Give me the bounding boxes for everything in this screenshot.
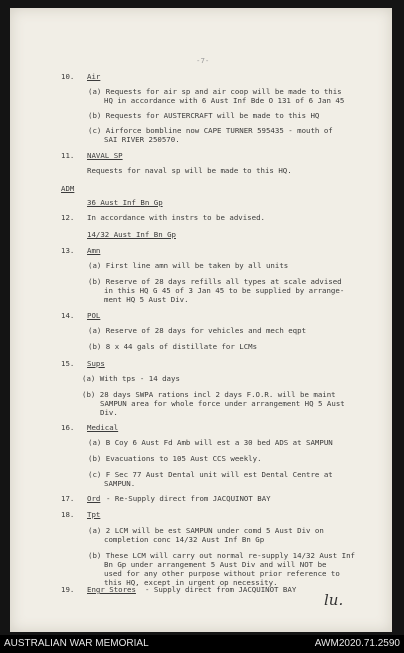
page-number: -7- <box>196 56 210 65</box>
paragraph-line: Bn Gp under arrangement 5 Aust Div and will NOT be <box>104 560 327 569</box>
section-heading: POL <box>87 311 101 320</box>
handwritten-initials: lu. <box>324 591 344 609</box>
section-number: 14. <box>61 311 75 320</box>
paragraph-line: (a) 2 LCM will be est SAMPUN under comd 5 Aust Div on <box>88 526 324 535</box>
section-heading: Tpt <box>87 510 101 519</box>
group-heading: 14/32 Aust Inf Bn Gp <box>87 230 176 239</box>
document-page <box>10 8 392 632</box>
section-number: 13. <box>61 246 75 255</box>
paragraph-line: - Supply direct from JACQUINOT BAY <box>145 585 297 594</box>
paragraph-line: (a) With tps - 14 days <box>82 374 180 383</box>
footer-institution: AUSTRALIAN WAR MEMORIAL <box>4 638 149 649</box>
paragraph-line: (c) F Sec 77 Aust Dental unit will est Dental Centre at <box>88 470 333 479</box>
paragraph-line: SAI RIVER 250570. <box>104 135 180 144</box>
paragraph-line: (a) Reserve of 28 days for vehicles and mech eqpt <box>88 326 307 335</box>
paragraph-line: this HQ, except in urgent op necessity. <box>104 578 278 587</box>
footer-reference: AWM2020.71.2590 <box>314 638 400 649</box>
section-heading: Air <box>87 72 101 81</box>
section-number: 10. <box>61 72 75 81</box>
paragraph-line: Div. <box>100 408 118 417</box>
section-heading: Sups <box>87 359 105 368</box>
paragraph-line: (b) 28 days SWPA rations incl 2 days F.O.R. will be maint <box>82 390 336 399</box>
section-heading: Amn <box>87 246 101 255</box>
paragraph-line: (b) 8 x 44 gals of distillate for LCMs <box>88 342 258 351</box>
section-number: 17. <box>61 494 75 503</box>
section-heading: NAVAL SP <box>87 151 123 160</box>
section-heading: Medical <box>87 423 119 432</box>
archive-footer <box>0 635 404 653</box>
paragraph-line: In accordance with instrs to be advised. <box>87 213 265 222</box>
paragraph-line: (b) Evacuations to 105 Aust CCS weekly. <box>88 454 262 463</box>
section-number: 11. <box>61 151 75 160</box>
paragraph-line: ment HQ 5 Aust Div. <box>104 295 189 304</box>
paragraph-line: completion conc 14/32 Aust Inf Bn Gp <box>104 535 265 544</box>
paragraph-line: (a) B Coy 6 Aust Fd Amb will est a 30 bed ADS at SAMPUN <box>88 438 333 447</box>
section-heading: Ord <box>87 494 101 503</box>
paragraph-line: (b) Reserve of 28 days refills all types at scale advised <box>88 277 342 286</box>
paragraph-line: (a) Requests for air sp and air coop will be made to this <box>88 87 342 96</box>
paragraph-line: - Re-Supply direct from JACQUINOT BAY <box>106 494 271 503</box>
section-number: 19. <box>61 585 75 594</box>
section-number: 15. <box>61 359 75 368</box>
paragraph-line: SAMPUN. <box>104 479 136 488</box>
section-number: 18. <box>61 510 75 519</box>
section-number: 16. <box>61 423 75 432</box>
paragraph-line: HQ in accordance with 6 Aust Inf Bde O 131 of 6 Jan 45 <box>104 96 345 105</box>
paragraph-line: used for any other purpose without prior reference to <box>104 569 340 578</box>
group-heading: 36 Aust Inf Bn Gp <box>87 198 163 207</box>
section-number: 12. <box>61 213 75 222</box>
paragraph-line: SAMPUN area for whole force under arrangement HQ 5 Aust <box>100 399 345 408</box>
paragraph-line: (b) These LCM will carry out normal re-supply 14/32 Aust Inf <box>88 551 355 560</box>
paragraph-line: (b) Requests for AUSTERCRAFT will be made to this HQ <box>88 111 320 120</box>
adm-heading: ADM <box>61 184 75 193</box>
paragraph-line: (a) First line amn will be taken by all units <box>88 261 289 270</box>
paragraph-line: (c) Airforce bombline now CAPE TURNER 595435 - mouth of <box>88 126 333 135</box>
paragraph-line: Requests for naval sp will be made to this HQ. <box>87 166 292 175</box>
paragraph-line: in this HQ G 45 of 3 Jan 45 to be supplied by arrange- <box>104 286 345 295</box>
section-heading: Engr Stores <box>87 585 136 594</box>
